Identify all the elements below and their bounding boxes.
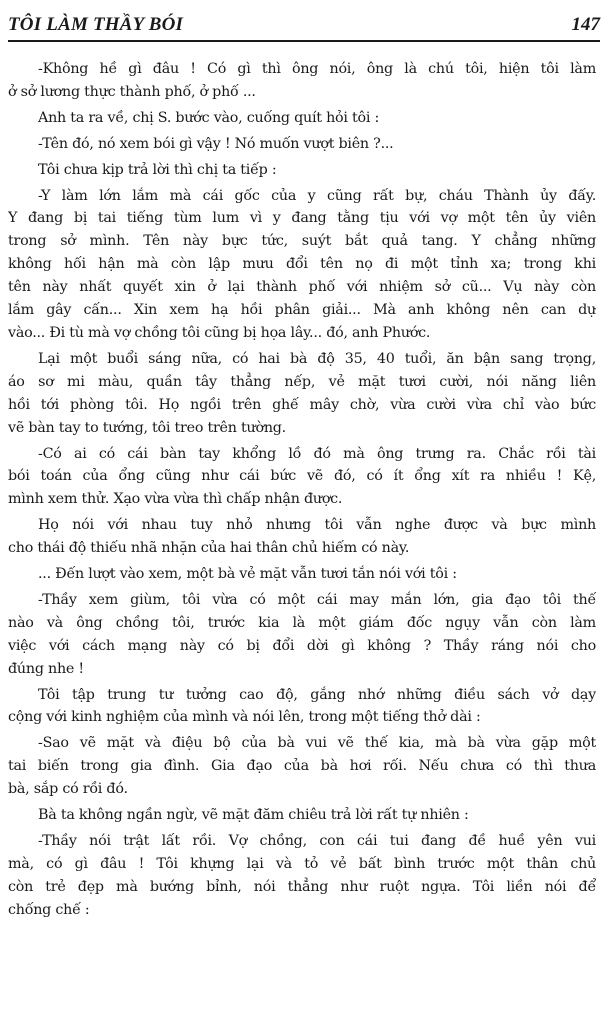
text-line: -Sao vẽ mặt và điệu bộ của bà vui vẽ thế kia, mà bà vừa gặp một xyxy=(38,735,596,752)
body-text xyxy=(8,58,596,922)
text-line: mình xem thử. Xạo vừa vừa thì chấp nhận được. xyxy=(8,491,343,508)
text-line: Bà ta không ngần ngừ, vẽ mặt đăm chiêu trả lời rất tự nhiên : xyxy=(38,807,469,824)
text-line: -Thầy nói trật lất rồi. Vợ chồng, con cái tui đang đề huề yên vui xyxy=(38,833,596,849)
paragraph xyxy=(8,732,596,801)
chapter-title: TÔI LÀM THẦY BÓI xyxy=(8,14,184,35)
paragraph xyxy=(8,159,596,182)
text-line: mà, có gì đâu ! Tôi khựng lại và tỏ vẻ bất bình trước một thân chủ xyxy=(8,855,596,872)
text-line: Y đang bị tai tiếng tùm lum vì y đang tằng tịu với vợ một tên ủy viên xyxy=(8,210,596,227)
text-line: đúng nhe ! xyxy=(8,660,84,677)
text-line: tên này nhất quyết xin ở lại thành phố với nhiệm sở cũ... Vụ này còn xyxy=(8,279,596,296)
running-header xyxy=(8,10,600,42)
text-line: tai biến trong gia đình. Gia đạo của bà hơi rối. Nếu chưa có thì thưa xyxy=(8,758,596,775)
text-line: chống chế : xyxy=(8,901,90,918)
text-line: vẽ bàn tay to tướng, tôi treo trên tường. xyxy=(8,419,286,436)
text-line: -Có ai có cái bàn tay khổng lồ đó mà ông trưng ra. Chắc rồi tài xyxy=(38,445,596,462)
text-line: Họ nói với nhau tuy nhỏ nhưng tôi vẫn nghe được và bực mình xyxy=(38,517,596,534)
text-line: lắm gây cấn... Xin xem hạ hồi phân giải... Mà anh không nên can dự xyxy=(8,302,596,319)
text-line: còn trẻ đẹp mà bướng bỉnh, nói thẳng như ruột ngựa. Tôi liền nói để xyxy=(8,878,596,895)
text-line: cộng với kinh nghiệm của mình và nói lên, trong một tiếng thở dài : xyxy=(8,709,481,726)
paragraph xyxy=(8,443,596,512)
paragraph xyxy=(8,348,596,440)
paragraph xyxy=(8,563,596,586)
text-line: ... Đến lượt vào xem, một bà vẻ mặt vẫn tươi tắn nói với tôi : xyxy=(38,566,457,583)
paragraph xyxy=(8,830,596,922)
paragraph xyxy=(8,804,596,827)
paragraph xyxy=(8,133,596,156)
paragraph xyxy=(8,514,596,560)
text-line: -Không hề gì đâu ! Có gì thì ông nói, ông là chú tôi, hiện tôi làm xyxy=(38,61,596,77)
text-line: -Tên đó, nó xem bói gì vậy ! Nó muốn vượt biên ?... xyxy=(38,135,394,152)
paragraph xyxy=(8,589,596,681)
text-line: vào... Đi tù mà vợ chồng tôi cũng bị họa lây... đó, anh Phước. xyxy=(8,324,431,341)
text-line: cho thái độ thiếu nhã nhặn của hai thân chủ hiếm có này. xyxy=(8,540,410,557)
paragraph xyxy=(8,185,596,345)
text-line: trong sở mình. Tên này bực tức, suýt bắt quả tang. Y chẳng những xyxy=(8,233,596,250)
paragraph xyxy=(8,58,596,104)
text-line: việc với cách mạng này có bị đổi dời gì không ? Thầy ráng nói cho xyxy=(8,637,596,654)
text-line: bói toán của ổng cũng như cái bức vẽ đó, có ít ổng xít ra nhiều ! Kệ, xyxy=(8,468,596,485)
text-line: bà, sắp có rồi đó. xyxy=(8,781,128,798)
text-line: Tôi tập trung tư tưởng cao độ, gắng nhớ những điều sách vở dạy xyxy=(38,686,596,703)
text-line: -Thầy xem giùm, tôi vừa có một cái may mắn lớn, gia đạo tôi thế xyxy=(38,591,596,608)
text-line: nào và ông chồng tôi, trước kia là một giám đốc ngụy vẫn còn làm xyxy=(8,614,596,631)
text-line: Anh ta ra về, chị S. bước vào, cuống quít hỏi tôi : xyxy=(38,109,380,126)
text-line: Lại một buổi sáng nữa, có hai bà độ 35, 40 tuổi, ăn bận sang trọng, xyxy=(38,350,596,367)
text-line: ở sở lương thực thành phố, ở phố ... xyxy=(8,83,256,100)
paragraph xyxy=(8,684,596,730)
paragraph xyxy=(8,107,596,130)
text-line: Tôi chưa kịp trả lời thì chị ta tiếp : xyxy=(38,161,277,178)
page-number: 147 xyxy=(571,14,600,35)
text-line: không hối hận mà còn lập mưu đổi tên nọ đi một tỉnh xa; trong khi xyxy=(8,256,596,273)
text-line: áo sơ mi màu, quần tây thẳng nếp, vẻ mặt tươi cười, nói năng liên xyxy=(8,373,596,390)
text-line: hồi tới phòng tôi. Họ ngồi trên ghế mây chờ, vừa cười vừa chỉ vào bức xyxy=(8,396,596,413)
text-line: -Y làm lớn lắm mà cái gốc của y cũng rất bự, cháu Thành ủy đấy. xyxy=(38,187,596,204)
